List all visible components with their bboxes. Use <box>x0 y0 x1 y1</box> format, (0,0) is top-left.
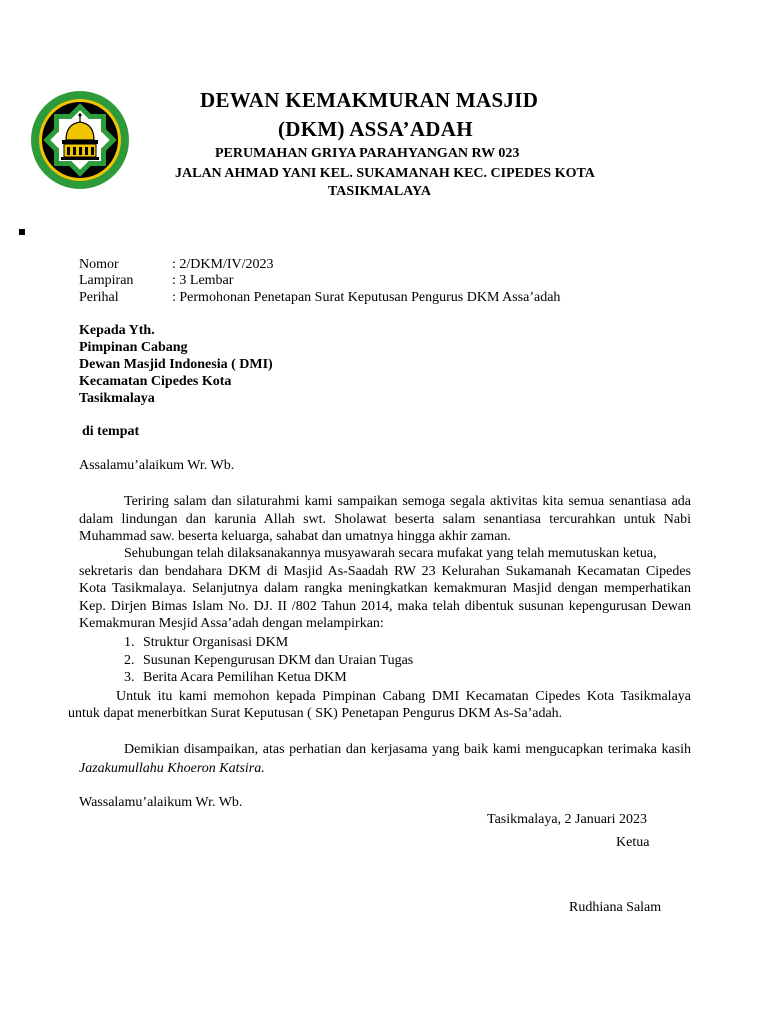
address-line1: PERUMAHAN GRIYA PARAHYANGAN RW 023 <box>215 146 520 161</box>
paragraph2-line4: Kep. Dirjen Bimas Islam No. DJ. II /802 Tahun 2014, maka telah dibentuk susunan kepengurusan Dewan <box>79 599 691 614</box>
recipient-line3: Dewan Masjid Indonesia ( DMI) <box>79 357 273 372</box>
greeting: Assalamu’alaikum Wr. Wb. <box>79 458 235 473</box>
paragraph2-line5: Kemakmuran Mesjid Assa’adah dengan melampirkan: <box>79 616 384 631</box>
address-line3: TASIKMALAYA <box>328 184 431 199</box>
paragraph2-line1: Sehubungan telah dilaksanakannya musyawarah secara mufakat yang telah memutuskan ketua, <box>124 546 657 561</box>
recipient-place: di tempat <box>82 424 140 439</box>
nomor-value: : 2/DKM/IV/2023 <box>172 257 274 272</box>
meta-perihal <box>79 290 560 306</box>
closing: Wassalamu’alaikum Wr. Wb. <box>79 795 243 810</box>
paragraph4-line1: Demikian disampaikan, atas perhatian dan kerjasama yang baik kami mengucapkan terimaka kasih <box>124 742 691 757</box>
attachment-number: 1. <box>124 635 135 650</box>
signer-role: Ketua <box>616 835 650 850</box>
jazakumullahu-text: Jazakumullahu Khoeron Katsira. <box>79 761 265 776</box>
recipient-line2: Pimpinan Cabang <box>79 340 188 355</box>
nomor-label: Nomor <box>79 257 119 272</box>
paragraph3-line1: Untuk itu kami memohon kepada Pimpinan Cabang DMI Kecamatan Cipedes Kota Tasikmalaya <box>116 689 691 704</box>
paragraph4-line2 <box>79 761 265 777</box>
signer-name: Rudhiana Salam <box>569 900 662 915</box>
lampiran-label: Lampiran <box>79 273 134 288</box>
attachment-text: Struktur Organisasi DKM <box>143 635 289 650</box>
org-name-line1: DEWAN KEMAKMURAN MASJID <box>200 88 539 112</box>
place-date: Tasikmalaya, 2 Januari 2023 <box>487 812 647 827</box>
bullet-marker <box>19 229 25 235</box>
attachment-item-3 <box>124 670 347 686</box>
perihal-label: Perihal <box>79 290 119 305</box>
dkm-logo <box>30 90 130 190</box>
meta-nomor <box>79 257 274 273</box>
recipient-line4: Kecamatan Cipedes Kota <box>79 374 232 389</box>
attachment-item-1 <box>124 635 288 651</box>
perihal-value: : Permohonan Penetapan Surat Keputusan Pengurus DKM Assa’adah <box>172 290 561 305</box>
address-line2: JALAN AHMAD YANI KEL. SUKAMANAH KEC. CIPEDES KOTA <box>175 166 595 181</box>
attachment-item-2 <box>124 653 413 669</box>
lampiran-value: : 3 Lembar <box>172 273 234 288</box>
paragraph2-line3: Kota Tasikmalaya. Selanjutnya dalam rangka meningkatkan kemakmuran Masjid dengan memperhatikan <box>79 581 691 596</box>
meta-lampiran <box>79 273 233 289</box>
paragraph2-line2: sekretaris dan bendahara DKM di Masjid As-Saadah RW 23 Kelurahan Sukamanah Kecamatan Cipedes <box>79 564 691 579</box>
attachment-text: Susunan Kepengurusan DKM dan Uraian Tugas <box>143 653 414 668</box>
paragraph1-line1: Teriring salam dan silaturahmi kami sampaikan semoga segala aktivitas kita semua senantiasa ada <box>124 494 691 509</box>
attachment-number: 2. <box>124 653 135 668</box>
recipient-line5: Tasikmalaya <box>79 391 155 406</box>
paragraph3-line2: untuk dapat menerbitkan Surat Keputusan ( SK) Penetapan Pengurus DKM As-Sa’adah. <box>68 706 563 721</box>
recipient-line1: Kepada Yth. <box>79 323 155 338</box>
paragraph1-line3: Muhammad saw. beserta keluarga, sahabat dan umatnya hingga akhir zaman. <box>79 529 511 544</box>
mosque-emblem-icon <box>30 90 130 190</box>
paragraph1-line2: dalam lindungan dan karunia Allah swt. Sholawat beserta salam senantiasa tercurahkan untuk Nabi <box>79 512 691 527</box>
org-name-line2: (DKM) ASSA’ADAH <box>278 117 473 141</box>
attachment-text: Berita Acara Pemilihan Ketua DKM <box>143 670 347 685</box>
attachment-number: 3. <box>124 670 135 685</box>
